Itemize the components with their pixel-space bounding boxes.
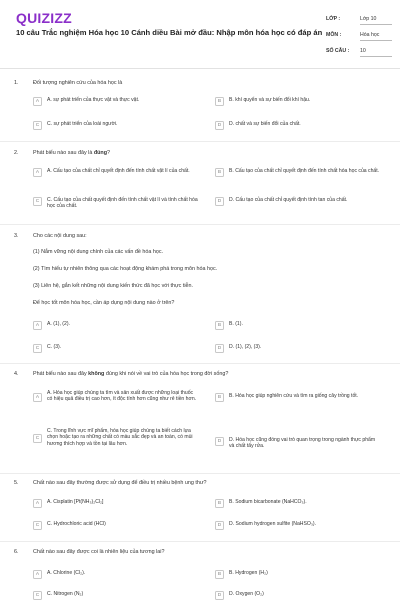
statement-3: (3) Liên hệ, gắn kết những nội dung kiến thức đã học với thực tiễn. <box>33 283 194 289</box>
option-letter: A <box>33 168 42 177</box>
emphasis-text: không <box>88 371 105 377</box>
question-number: 6. <box>14 549 19 555</box>
option-text: D. Sodium hydrogen sulfite (NaHSO₃). <box>229 521 317 527</box>
option-text: D. Hóa học cũng đóng vai trò quan trọng trong ngành thực phẩm và chất tẩy rửa. <box>229 437 376 450</box>
option-text: D. Oxygen (O₂) <box>229 591 264 597</box>
option-letter: D <box>215 437 224 446</box>
option-a[interactable] <box>33 499 198 510</box>
option-letter: D <box>215 591 224 600</box>
option-d[interactable] <box>215 591 380 600</box>
option-a[interactable] <box>33 168 198 179</box>
question-divider <box>0 141 400 142</box>
option-text: B. Hydrogen (H₂) <box>229 570 268 576</box>
option-letter: D <box>215 121 224 130</box>
option-c[interactable] <box>33 121 198 132</box>
option-letter: A <box>33 570 42 579</box>
question-number: 2. <box>14 150 19 156</box>
option-b[interactable] <box>215 168 380 179</box>
option-a[interactable] <box>33 570 198 581</box>
option-d[interactable] <box>215 121 380 132</box>
page-title: 10 câu Trắc nghiệm Hóa học 10 Cánh diều Bài mở đầu: Nhập môn hóa học có đáp án <box>16 28 323 37</box>
option-text: B. (1). <box>229 321 243 327</box>
header-divider <box>0 68 400 69</box>
option-d[interactable] <box>215 197 380 208</box>
option-letter: C <box>33 344 42 353</box>
option-text: C. Cấu tạo của chất quyết định đến tính chất vật lí và tính chất hóa học của chất. <box>47 197 198 210</box>
option-letter: B <box>215 321 224 330</box>
subject-value: Hóa học <box>360 32 392 41</box>
option-b[interactable] <box>215 97 380 108</box>
option-letter: B <box>215 393 224 402</box>
option-c[interactable] <box>33 521 198 532</box>
statement-1: (1) Nắm vững nội dung chính của các vấn đề hóa học. <box>33 249 164 255</box>
option-text: D. Cấu tạo của chất chỉ quyết định tính tan của chất. <box>229 197 348 203</box>
question-divider <box>0 363 400 364</box>
question-text: Phát biểu nào sau đây là đúng? <box>33 150 111 156</box>
statement-question: Để học tốt môn hóa học, cần áp dụng nội dung nào ở trên? <box>33 300 175 306</box>
option-b[interactable] <box>215 393 380 404</box>
option-letter: C <box>33 521 42 530</box>
option-text: D. chất và sự biến đổi của chất. <box>229 121 301 127</box>
question-divider <box>0 541 400 542</box>
option-text: C. Trong lĩnh vực mĩ phẩm, hóa học giúp chúng ta biết cách lựa chọn hoặc tạo ra những chất có màu sắc đẹp và an toàn, có mùi hương thích hợp và tồn tại lâu hơn. <box>47 428 193 447</box>
question-number: 5. <box>14 480 19 486</box>
emphasis-text: đúng <box>93 150 108 156</box>
option-text: B. Sodium bicarbonate (NaHCO₃). <box>229 499 307 505</box>
option-letter: A <box>33 499 42 508</box>
option-letter: B <box>215 168 224 177</box>
question-number: 3. <box>14 233 19 239</box>
option-letter: C <box>33 197 42 206</box>
option-d[interactable] <box>215 344 380 355</box>
option-c[interactable] <box>33 428 198 447</box>
option-letter: B <box>215 570 224 579</box>
option-text: A. sự phát triển của thực vật và thực vật. <box>47 97 140 103</box>
question-text: Chất nào sau đây thường được sử dụng để điều trị nhiều bệnh ung thư? <box>33 480 207 486</box>
option-c[interactable] <box>33 344 198 355</box>
option-letter: D <box>215 197 224 206</box>
option-text: A. Chlorine (Cl₂). <box>47 570 86 576</box>
option-letter: D <box>215 521 224 530</box>
option-letter: B <box>215 97 224 106</box>
option-text: D. (1), (2), (3). <box>229 344 262 350</box>
option-b[interactable] <box>215 321 380 332</box>
question-text: Cho các nội dung sau: <box>33 233 87 239</box>
option-text: A. Cisplatin [Pt(NH₃)₂Cl₂] <box>47 499 104 505</box>
option-text: B. Cấu tạo của chất chỉ quyết định đến tính chất hóa học của chất. <box>229 168 380 174</box>
option-text: C. (3). <box>47 344 62 350</box>
option-letter: B <box>215 499 224 508</box>
question-number: 1. <box>14 80 19 86</box>
option-a[interactable] <box>33 390 198 401</box>
option-text: A. (1), (2). <box>47 321 70 327</box>
option-text: C. sự phát triển của loài người. <box>47 121 118 127</box>
option-a[interactable] <box>33 97 198 108</box>
option-text: C. Nitrogen (N₂) <box>47 591 84 597</box>
option-letter: A <box>33 97 42 106</box>
class-value: Lớp 10 <box>360 16 392 25</box>
question-number: 4. <box>14 371 19 377</box>
worksheet-header <box>0 0 400 68</box>
option-letter: C <box>33 121 42 130</box>
option-d[interactable] <box>215 521 380 532</box>
option-text: A. Hóa học giúp chúng ta tìm và sản xuất được những loại thuốc có hiệu quả điều trị cao hơn, ít độc tính hơn cũng như rẻ tiền hơn. <box>47 390 197 403</box>
option-a[interactable] <box>33 321 198 332</box>
count-value: 10 <box>360 48 392 57</box>
option-letter: D <box>215 344 224 353</box>
question-text: Đối tượng nghiên cứu của hóa học là <box>33 80 123 86</box>
question-divider <box>0 224 400 225</box>
question-divider <box>0 473 400 474</box>
option-letter: A <box>33 321 42 330</box>
option-d[interactable] <box>215 437 380 448</box>
option-b[interactable] <box>215 499 380 510</box>
question-text: Chất nào sau đây được coi là nhiên liệu của tương lai? <box>33 549 165 555</box>
class-label: LỚP : <box>326 16 341 22</box>
subject-label: MÔN : <box>326 32 342 38</box>
option-c[interactable] <box>33 197 198 208</box>
option-text: B. Hóa học giúp nghiên cứu và tìm ra giống cây trồng tốt. <box>229 393 359 399</box>
option-c[interactable] <box>33 591 198 600</box>
option-letter: A <box>33 393 42 402</box>
statement-2: (2) Tìm hiểu tự nhiên thông qua các hoạt động khám phá trong môn hóa học. <box>33 266 218 272</box>
option-b[interactable] <box>215 570 380 581</box>
option-text: A. Cấu tạo của chất chỉ quyết định đến tính chất vật lí của chất. <box>47 168 190 174</box>
quizizz-logo[interactable]: QUIZIZZ <box>16 10 72 26</box>
question-text: Phát biểu nào sau đây không đúng khi nói về vai trò của hóa học trong đời sống? <box>33 371 229 377</box>
option-letter: C <box>33 591 42 600</box>
count-label: SỐ CÂU : <box>326 48 350 54</box>
option-text: C. Hydrochloric acid (HCl) <box>47 521 106 527</box>
option-letter: C <box>33 434 42 443</box>
option-text: B. khí quyển và sự biến đổi khí hậu. <box>229 97 311 103</box>
